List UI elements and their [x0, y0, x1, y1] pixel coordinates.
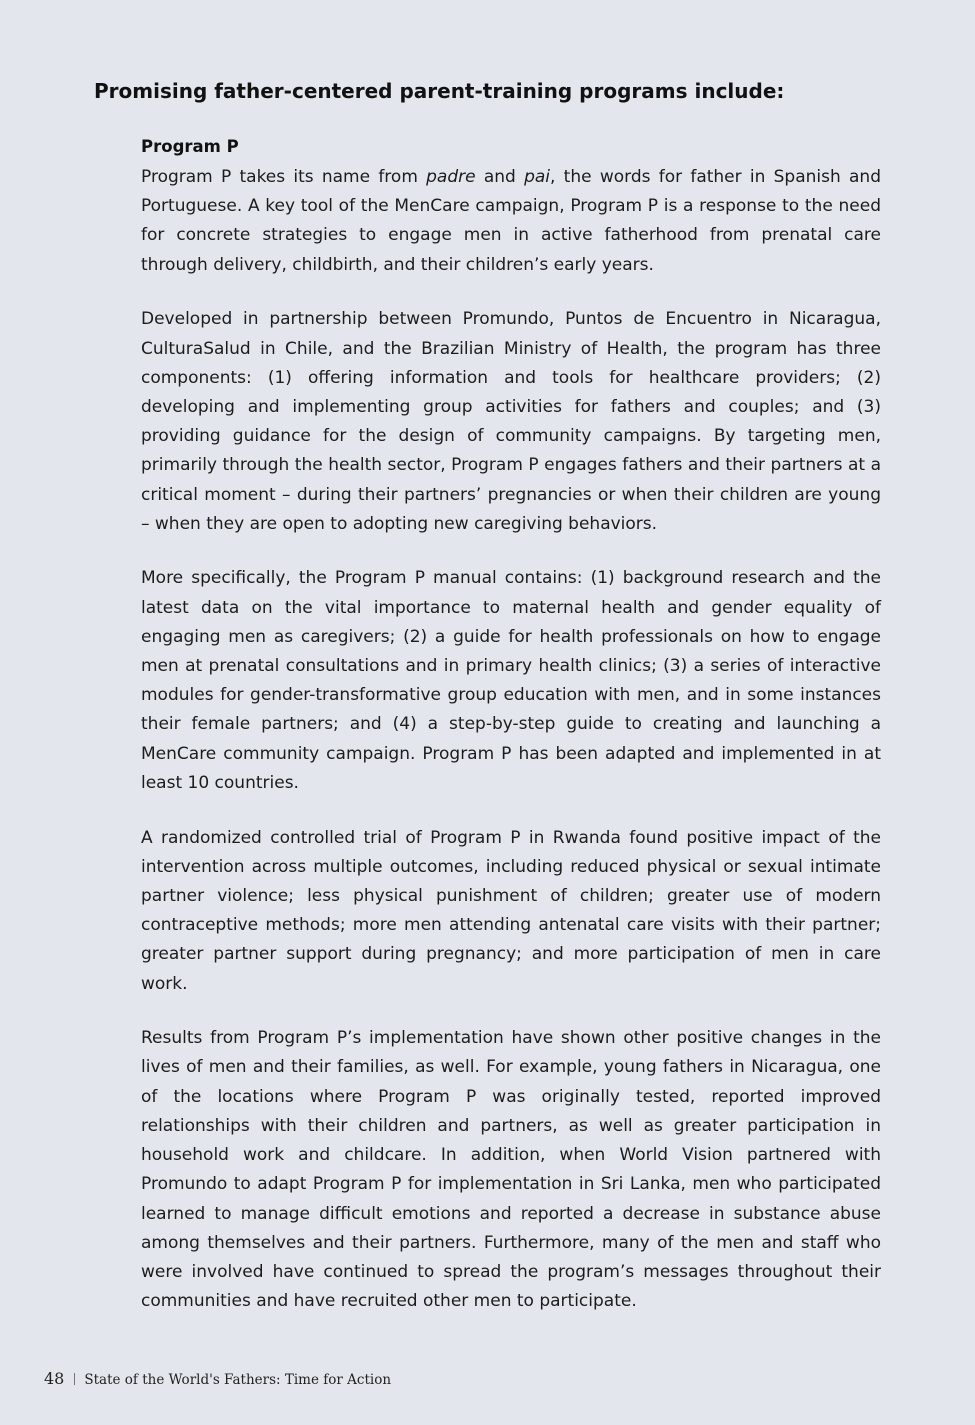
paragraph-2: Developed in partnership between Promundo, Puntos de Encuentro in Nicaragua, CulturaSalud in Chile, and the Brazilian Ministry of Health, the program has three components: (1) offering information and tools for healthcare providers; (2) developing and implementing group activities for fathers and couples; and (3) providing guidance for the design of community campaigns. By targeting men, primarily through the health sector, Program P engages fathers and their partners at a critical moment – during their partners’ pregnancies or when their children are young – when they are open to adopting new caregiving behaviors.: [141, 309, 881, 534]
publication-title: State of the World's Fathers: Time for Action: [84, 1372, 392, 1388]
paragraph-3: More specifically, the Program P manual contains: (1) background research and the latest data on the vital importance to maternal health and gender equality of engaging men as caregivers; (2) a guide for health professionals on how to engage men at prenatal consultations and in primary health clinics; (3) a series of interactive modules for gender-transformative group education with men, and in some instances their female partners; and (4) a step-by-step guide to creating and launching a MenCare community campaign. Program P has been adapted and implemented in at least 10 countries.: [141, 568, 881, 793]
program-p-section: [141, 135, 881, 1342]
page-number: 48: [44, 1369, 65, 1388]
footer-divider: [74, 1373, 75, 1385]
paragraph-1-text-c: , the words for father in Spanish and Portuguese. A key tool of the MenCare campaign, Program P is a response to the need for concrete strategies to engage men in active fatherhood from prenatal care through delivery, childbirth, and their children’s early years.: [141, 167, 881, 275]
word-pai: pai: [524, 167, 551, 187]
paragraph-1-text-a: Program P takes its name from: [141, 167, 427, 187]
word-padre: padre: [426, 167, 476, 187]
page-footer: [44, 1368, 391, 1391]
section-heading: Promising father-centered parent-training programs include:: [94, 79, 785, 103]
paragraph-5: Results from Program P’s implementation have shown other positive changes in the lives of men and their families, as well. For example, young fathers in Nicaragua, one of the locations where Program P was originally tested, reported improved relationships with their children and partners, as well as greater participation in household work and childcare. In addition, when World Vision partnered with Promundo to adapt Program P for implementation in Sri Lanka, men who participated learned to manage difficult emotions and reported a decrease in substance abuse among themselves and their partners. Furthermore, many of the men and staff who were involved have continued to spread the program’s messages throughout their communities and have recruited other men to participate.: [141, 1028, 881, 1312]
program-title: Program P: [141, 137, 239, 156]
paragraph-1-text-b: and: [475, 167, 525, 187]
paragraph-1: [141, 163, 881, 280]
paragraph-4: A randomized controlled trial of Program P in Rwanda found positive impact of the intervention across multiple outcomes, including reduced physical or sexual intimate partner violence; less physical punishment of children; greater use of modern contraceptive methods; more men attending antenatal care visits with their partner; greater partner support during pregnancy; and more participation of men in care work.: [141, 827, 881, 994]
